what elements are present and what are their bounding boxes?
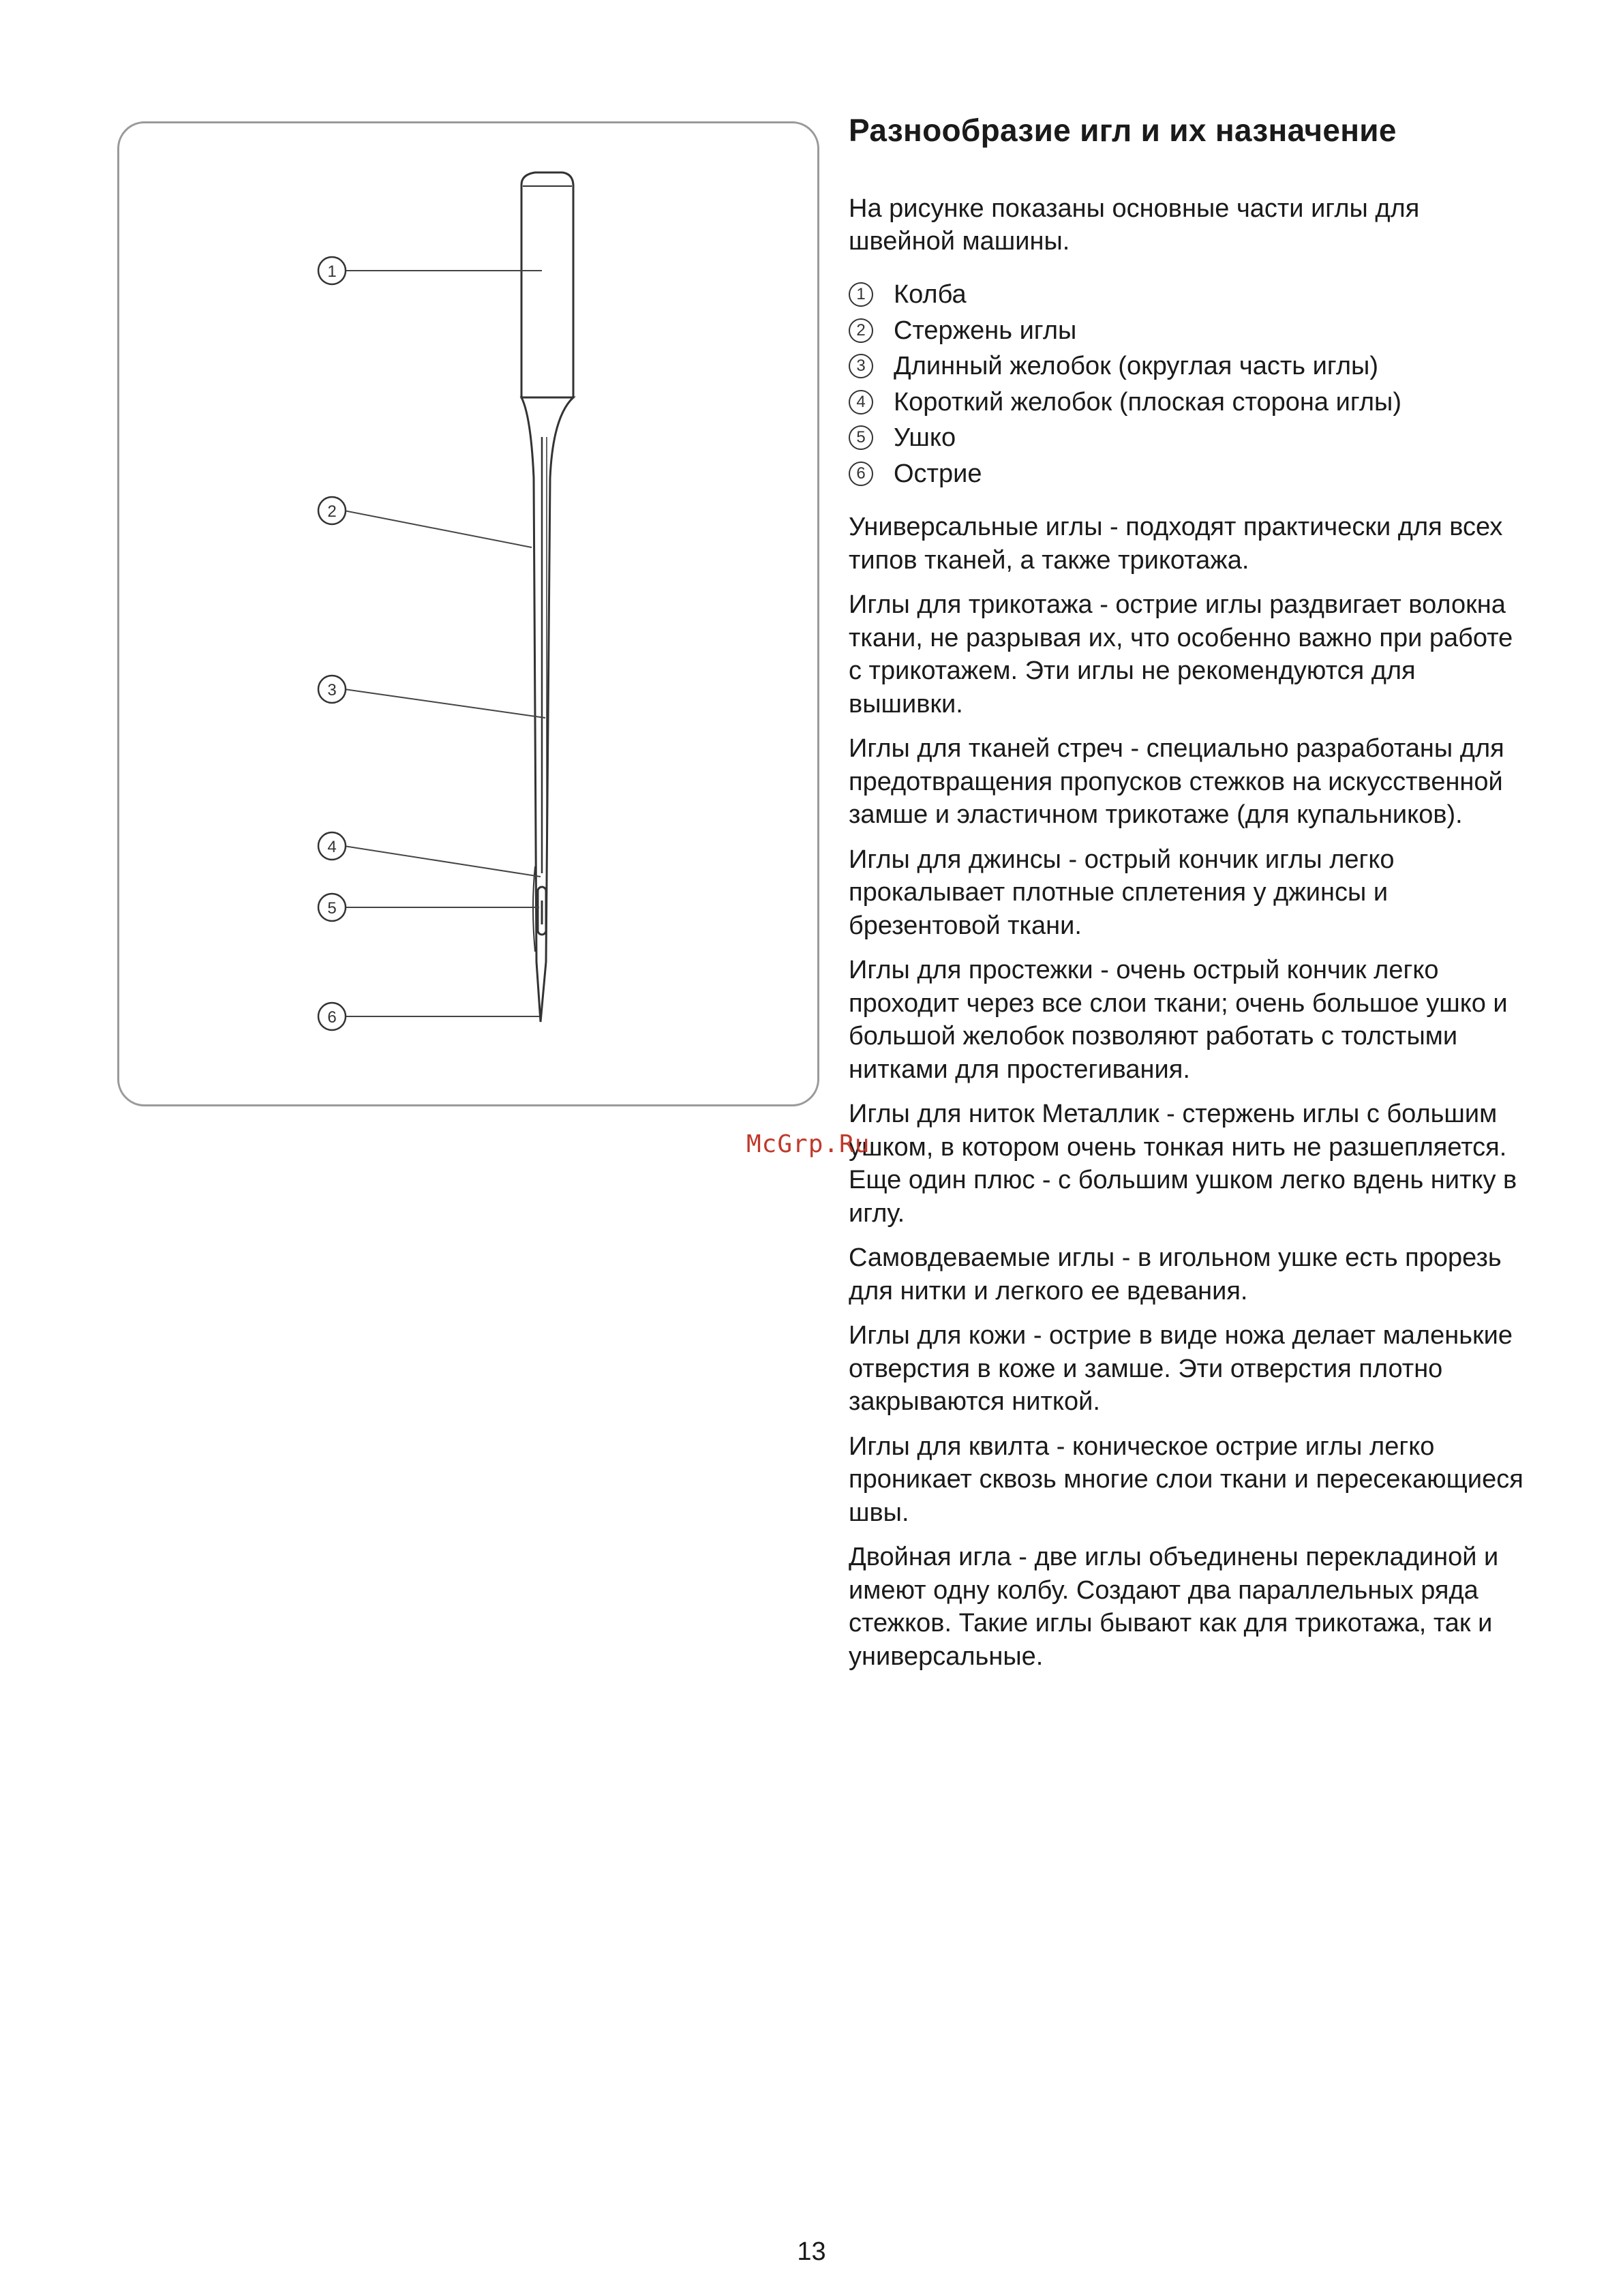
page-heading: Разнообразие игл и их назначение xyxy=(849,112,1397,148)
callout-4-label: 4 xyxy=(327,838,337,856)
needle-short-groove xyxy=(533,866,535,952)
part-number: 4 xyxy=(849,390,873,414)
paragraph-metallic: Иглы для ниток Металлик - стержень иглы с большим ушком, в котором очень тонкая нить не разшепляется. Еще один плюс - с большим ушком легко вдень нитку в иглу. xyxy=(849,1100,1517,1228)
part-number: 3 xyxy=(849,354,873,378)
parts-list xyxy=(849,277,1530,492)
leader-line-3 xyxy=(344,689,545,718)
part-item xyxy=(849,384,1530,421)
callout-3-label: 3 xyxy=(327,681,337,699)
part-label: Ушко xyxy=(894,423,956,452)
leader-line-4 xyxy=(344,846,541,877)
callout-2-label: 2 xyxy=(327,502,337,521)
part-item xyxy=(849,277,1530,313)
paragraph-denim: Иглы для джинсы - острый кончик иглы легко прокалывает плотные сплетения у джинсы и брезентовой ткани. xyxy=(849,845,1395,940)
callout-3 xyxy=(318,676,346,703)
part-label: Короткий желобок (плоская сторона иглы) xyxy=(894,387,1401,417)
part-label: Острие xyxy=(894,459,982,488)
paragraph-universal: Универсальные иглы - подходят практически для всех типов тканей, а также трикотажа. xyxy=(849,513,1503,575)
needle-shank xyxy=(521,172,573,397)
paragraph-self-threading: Самовдеваемые иглы - в игольном ушке есть прорезь для нитки и легкого ее вдевания. xyxy=(849,1243,1502,1305)
part-label: Колба xyxy=(894,280,967,309)
callout-5-label: 5 xyxy=(327,899,337,918)
intro-text: На рисунке показаны основные части иглы для швейной машины. xyxy=(849,194,1420,256)
callout-4 xyxy=(318,832,346,860)
part-item xyxy=(849,420,1530,456)
paragraph-leather: Иглы для кожи - острие в виде ножа делает маленькие отверстия в коже и замше. Эти отверстия плотно закрываются ниткой. xyxy=(849,1321,1513,1416)
needle-drawing xyxy=(119,123,821,1108)
leader-line-2 xyxy=(344,511,532,547)
callout-1 xyxy=(318,257,346,284)
callout-6-label: 6 xyxy=(327,1008,337,1027)
part-number: 5 xyxy=(849,425,873,450)
part-item xyxy=(849,348,1530,384)
part-number: 6 xyxy=(849,462,873,486)
page-number: 13 xyxy=(797,2237,826,2266)
callout-5 xyxy=(318,894,346,921)
paragraph-stretch: Иглы для тканей стреч - специально разработаны для предотвращения пропусков стежков на искусственной замше и эластичном трикотаже (для купальников). xyxy=(849,734,1504,829)
part-number: 1 xyxy=(849,282,873,307)
paragraph-knit: Иглы для трикотажа - острие иглы раздвигает волокна ткани, не разрывая их, что особенно важно при работе с трикотажем. Эти иглы не рекомендуются для вышивки. xyxy=(849,590,1513,719)
part-item xyxy=(849,456,1530,492)
part-label: Стержень иглы xyxy=(894,316,1077,345)
part-item xyxy=(849,313,1530,349)
paragraph-quilt: Иглы для квилта - коническое острие иглы легко проникает сквозь многие слои ткани и пересекающиеся швы. xyxy=(849,1432,1523,1527)
callout-6 xyxy=(318,1003,346,1030)
watermark: McGrp.Ru xyxy=(746,1130,870,1158)
callout-2 xyxy=(318,497,346,524)
needle-diagram xyxy=(117,121,819,1106)
needle-blade xyxy=(521,397,573,1022)
text-column xyxy=(849,109,1530,1685)
paragraph-quilting: Иглы для простежки - очень острый кончик легко проходит через все слои ткани; очень большое ушко и большой желобок позволяют работать с толстыми нитками для простегивания. xyxy=(849,956,1508,1084)
paragraph-twin: Двойная игла - две иглы объединены перекладиной и имеют одну колбу. Создают два параллельных ряда стежков. Такие иглы бывают как для трикотажа, так и универсальные. xyxy=(849,1543,1499,1671)
part-number: 2 xyxy=(849,318,873,343)
part-label: Длинный желобок (округлая часть иглы) xyxy=(894,352,1378,380)
callout-1-label: 1 xyxy=(327,262,337,281)
